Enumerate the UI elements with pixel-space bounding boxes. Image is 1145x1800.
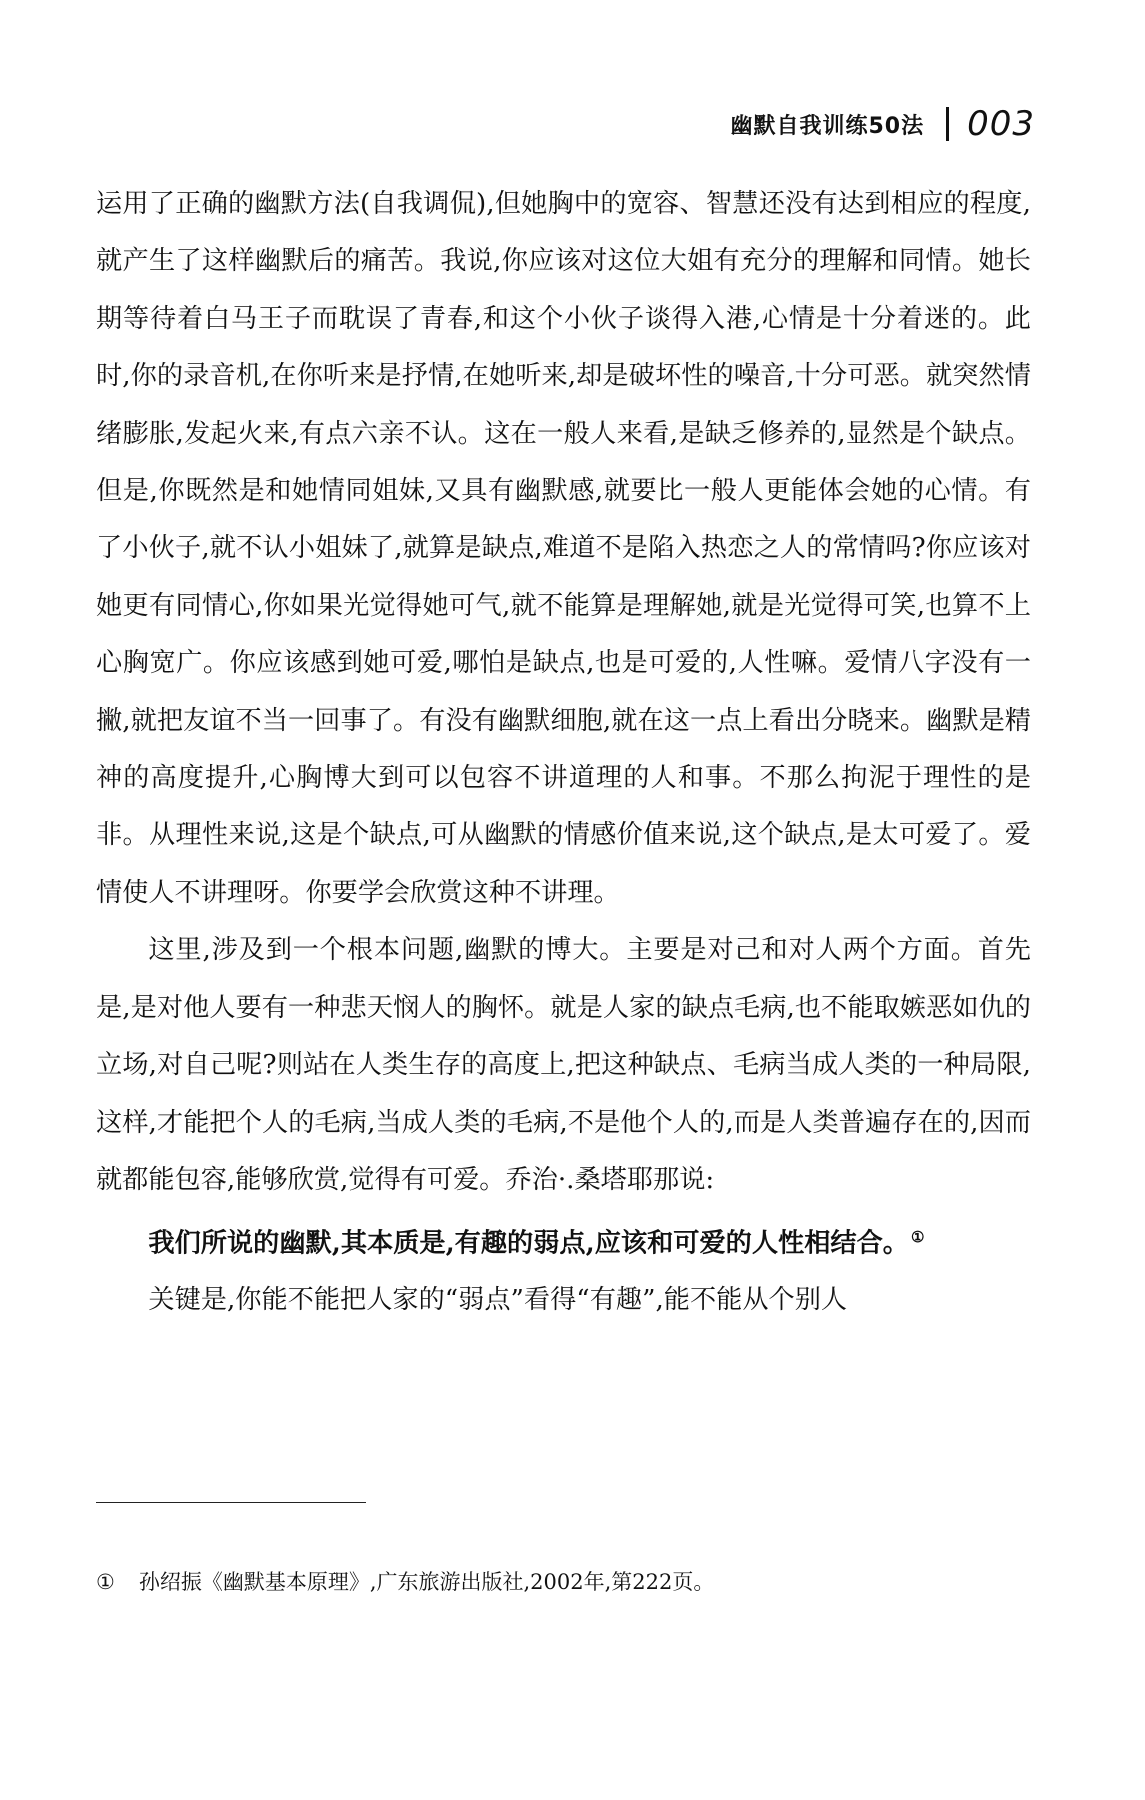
paragraph-1: 运用了正确的幽默方法(自我调侃),但她胸中的宽容、智慧还没有达到相应的程度,就产生了这样幽默后的痛苦。我说,你应该对这位大姐有充分的理解和同情。她长期等待着白马王子而耽误了青春,和这个小伙子谈得入港,心情是十分着迷的。此时,你的录音机,在你听来是抒情,在她听来,却是破坏性的噪音,十分可恶。就突然情绪膨胀,发起火来,有点六亲不认。这在一般人来看,是缺乏修养的,显然是个缺点。但是,你既然是和她情同姐妹,又具有幽默感,就要比一般人更能体会她的心情。有了小伙子,就不认小姐妹了,就算是缺点,难道不是陷入热恋之人的常情吗?你应该对她更有同情心,你如果光觉得她可气,就不能算是理解她,就是光觉得可笑,也算不上心胸宽广。你应该感到她可爱,哪怕是缺点,也是可爱的,人性嘛。爱情八字没有一撇,就把友谊不当一回事了。有没有幽默细胞,就在这一点上看出分晓来。幽默是精神的高度提升,心胸博大到可以包容不讲道理的人和事。不那么拘泥于理性的是非。从理性来说,这是个缺点,可从幽默的情感价值来说,这个缺点,是太可爱了。爱情使人不讲理呀。你要学会欣赏这种不讲理。: [96, 189, 1031, 908]
header-divider: [946, 107, 949, 141]
block-quote: [96, 1209, 1031, 1272]
footnote-text: 孙绍振《幽默基本原理》,广东旅游出版社,2002年,第222页。: [138, 1570, 715, 1594]
body-text: [96, 176, 1031, 1330]
footnote: [96, 1566, 714, 1598]
quote-text: 我们所说的幽默,其本质是,有趣的弱点,应该和可爱的人性相结合。: [148, 1228, 909, 1260]
footnote-mark: ①: [96, 1570, 115, 1594]
paragraph-3: 关键是,你能不能把人家的“弱点”看得“有趣”,能不能从个别人: [148, 1285, 848, 1316]
footnote-divider: [96, 1502, 366, 1503]
paragraph-2: 这里,涉及到一个根本问题,幽默的博大。主要是对己和对人两个方面。首先是,是对他人要有一种悲天悯人的胸怀。就是人家的缺点毛病,也不能取嫉恶如仇的立场,对自己呢?则站在人类生存的高度上,把这种缺点、毛病当成人类的一种局限,这样,才能把个人的毛病,当成人类的毛病,不是他个人的,而是人类普遍存在的,因而就都能包容,能够欣赏,觉得有可爱。乔治·.桑塔耶那说:: [96, 935, 1031, 1195]
header-title: 幽默自我训练50法: [730, 113, 925, 139]
page-number: 003: [967, 104, 1035, 144]
footnote-reference: ①: [911, 1228, 925, 1247]
running-header: [730, 104, 1035, 144]
